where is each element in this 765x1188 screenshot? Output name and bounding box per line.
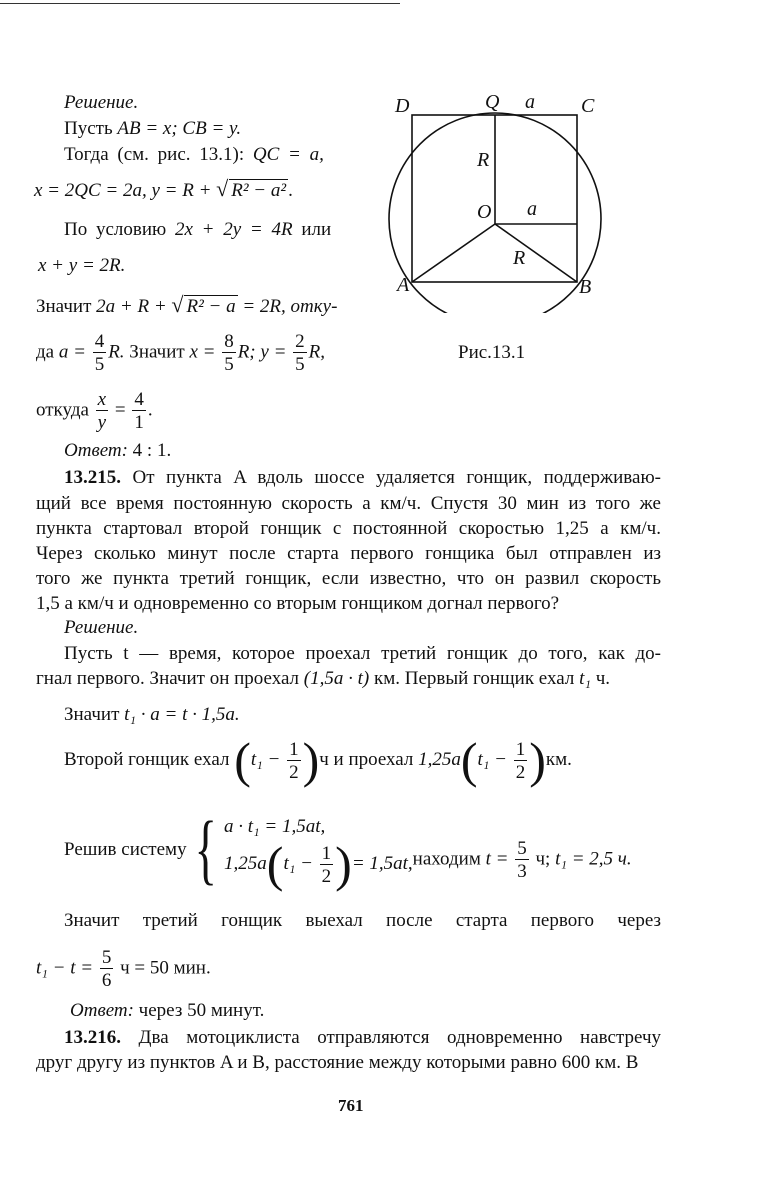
segment-OB: [495, 224, 577, 282]
solution-line-3: x = 2QC = 2a, y = R + √ R² − a² .: [34, 176, 293, 201]
problem-215-solution-line-3: Значит t₁ · a = t · 1,5a.: [64, 704, 240, 725]
solution-line-1: Пусть AB = x; CB = y.: [64, 118, 242, 139]
segment-OA: [412, 224, 495, 282]
label-R-left: R: [477, 149, 490, 171]
top-rule: [0, 3, 400, 4]
answer-line: Ответ: 4 : 1.: [64, 440, 172, 461]
problem-215-conclusion-math: t₁ − t = $\frac{5}{6}$ ч = 50 мин.: [36, 947, 211, 991]
system-eq-2: 1,25a(t₁ − $\frac{1}{2}$ )= 1,5at,: [224, 836, 413, 892]
solution-line-5: x + y = 2R.: [38, 255, 126, 276]
label-O: O: [477, 201, 492, 223]
problem-215-line-1: 13.215. От пункта A вдоль шоссе удаляется гонщик, поддерживаю-: [64, 467, 661, 488]
page-number: 761: [338, 1096, 364, 1115]
problem-215-answer: Ответ: через 50 минут.: [70, 1000, 265, 1021]
solution-line-6: Значит 2a + R + √ R² − a = 2R, отку-: [36, 292, 338, 317]
solution-line-2: Тогда (см. рис. 13.1): QC = a,: [64, 144, 324, 165]
problem-215-solution-line-1: Пусть t — время, которое проехал третий гонщик до того, как до-: [64, 643, 661, 664]
label-C: C: [581, 95, 595, 117]
label-D: D: [395, 95, 410, 117]
problem-215-line-5: того же пункта третий гонщик, если известно, что он развил скорость: [36, 568, 661, 589]
solution-line-4: По условию 2x + 2y = 4R или: [64, 219, 332, 240]
system-result: находим t = $\frac{5}{3}$ ч; t₁ = 2,5 ч.: [412, 837, 632, 882]
problem-215-line-6: 1,5 a км/ч и одновременно со вторым гонщиком догнал первого?: [36, 593, 560, 614]
label-a-top: a: [525, 91, 535, 113]
solution-line-8: откуда $\frac{x}{y}$ = $\frac{4}{1}$ .: [36, 389, 153, 433]
label-R-diag: R: [513, 247, 526, 269]
system-eq-1: a · t₁ = 1,5at,: [224, 816, 326, 837]
solution-line-7: да a = $\frac{4}{5}$ R. Значит x = $\frac{8}{5}$ R; y = $\frac{2}{5}$ R,: [36, 331, 326, 375]
solution-label: Решение.: [64, 92, 139, 113]
geometry-figure: [385, 88, 625, 313]
problem-215-solution-line-4: Второй гонщик ехал (t₁ − $\frac{1}{2}$ )ч и проехал 1,25a(t₁ − $\frac{1}{2}$ )км.: [64, 732, 572, 788]
label-A: A: [397, 274, 410, 296]
problem-215-line-4: Через сколько минут после старта первого гонщика был отправлен из: [36, 543, 661, 564]
problem-215-line-3: пункта стартовал второй гонщик с постоянной скоростью 1,25 a км/ч.: [36, 518, 661, 539]
label-B: B: [579, 276, 592, 298]
label-Q: Q: [485, 91, 500, 113]
problem-215-solution-line-2: гнал первого. Значит он проехал (1,5a · t) км. Первый гонщик ехал t₁ ч.: [36, 668, 611, 689]
label-a-mid: a: [527, 198, 537, 220]
system-prefix: Решив систему: [64, 838, 187, 860]
problem-215-conclusion: Значит третий гонщик выехал после старта первого через: [64, 910, 661, 931]
problem-215-solution-label: Решение.: [64, 617, 139, 638]
figure-caption: Рис.13.1: [458, 342, 526, 363]
problem-216-line-1: 13.216. Два мотоциклиста отправляются одновременно навстречу: [64, 1027, 661, 1048]
problem-215-line-2: щий все время постоянную скорость a км/ч. Спустя 30 мин из того же: [36, 493, 661, 514]
problem-216-line-2: друг другу из пунктов A и B, расстояние между которыми равно 600 км. В: [36, 1052, 639, 1073]
problem-215-system: Решив систему { a · t₁ = 1,5at, 1,25a(t₁ − $\frac{1}{2}$ )= 1,5at, находим t = $\frac{5}{3}$ ч; t₁ = 2,5 ч.: [64, 805, 632, 893]
